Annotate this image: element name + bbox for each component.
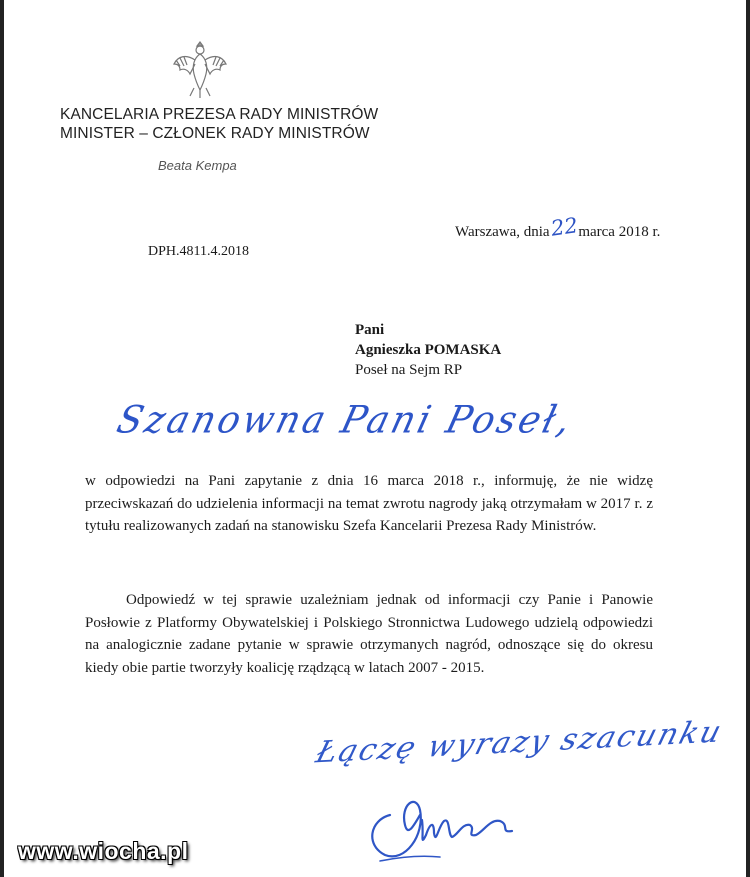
letterhead-position: MINISTER – CZŁONEK RADY MINISTRÓW bbox=[60, 125, 370, 142]
handwritten-salutation bbox=[112, 398, 578, 464]
date-suffix: marca 2018 r. bbox=[578, 224, 661, 240]
handwritten-signature bbox=[350, 775, 550, 870]
recipient-name: Agnieszka POMASKA bbox=[355, 342, 502, 358]
letterhead-office: KANCELARIA PREZESA RADY MINISTRÓW bbox=[60, 106, 379, 123]
salutation-text: Szanowna Pani Poseł, bbox=[112, 398, 578, 443]
date-line bbox=[455, 213, 661, 241]
reference-number: DPH.4811.4.2018 bbox=[148, 244, 249, 259]
body-paragraph-1: w odpowiedzi na Pani zapytanie z dnia 16 marca 2018 r., informuję, że nie widzę przeciwskazań do udzielenia informacji na temat zwrotu nagrody jaką otrzymałam w 2017 r. z tytułu realizowanych zadań na stanowisku Szefa Kancelarii Prezesa Rady Ministrów. bbox=[85, 473, 653, 535]
recipient-title: Pani bbox=[355, 322, 385, 338]
page-edge-left bbox=[0, 0, 4, 877]
recipient-role: Poseł na Sejm RP bbox=[355, 362, 463, 378]
date-prefix: Warszawa, dnia bbox=[455, 224, 550, 240]
recipient-block bbox=[355, 320, 501, 380]
body-paragraph-2: Odpowiedź w tej sprawie uzależniam jednak od informacji czy Panie i Panowie Posłowie z Platformy Obywatelskiej i Polskiego Stronnictwa Ludowego udzielą odpowiedzi na analogicznie zadane pytanie w sprawie otrzymanych nagród, odnoszące się do okresu kiedy obie partie tworzyły koalicję rządzącą w latach 2007 - 2015. bbox=[85, 592, 653, 677]
eagle-emblem-icon bbox=[168, 36, 232, 100]
page-edge-right bbox=[746, 0, 750, 877]
letterhead-signer: Beata Kempa bbox=[158, 158, 237, 173]
watermark: www.wiocha.pl bbox=[18, 838, 189, 864]
closing-text: Łączę wyrazy szacunku bbox=[312, 714, 727, 771]
date-day-handwritten: 22 bbox=[549, 213, 579, 241]
